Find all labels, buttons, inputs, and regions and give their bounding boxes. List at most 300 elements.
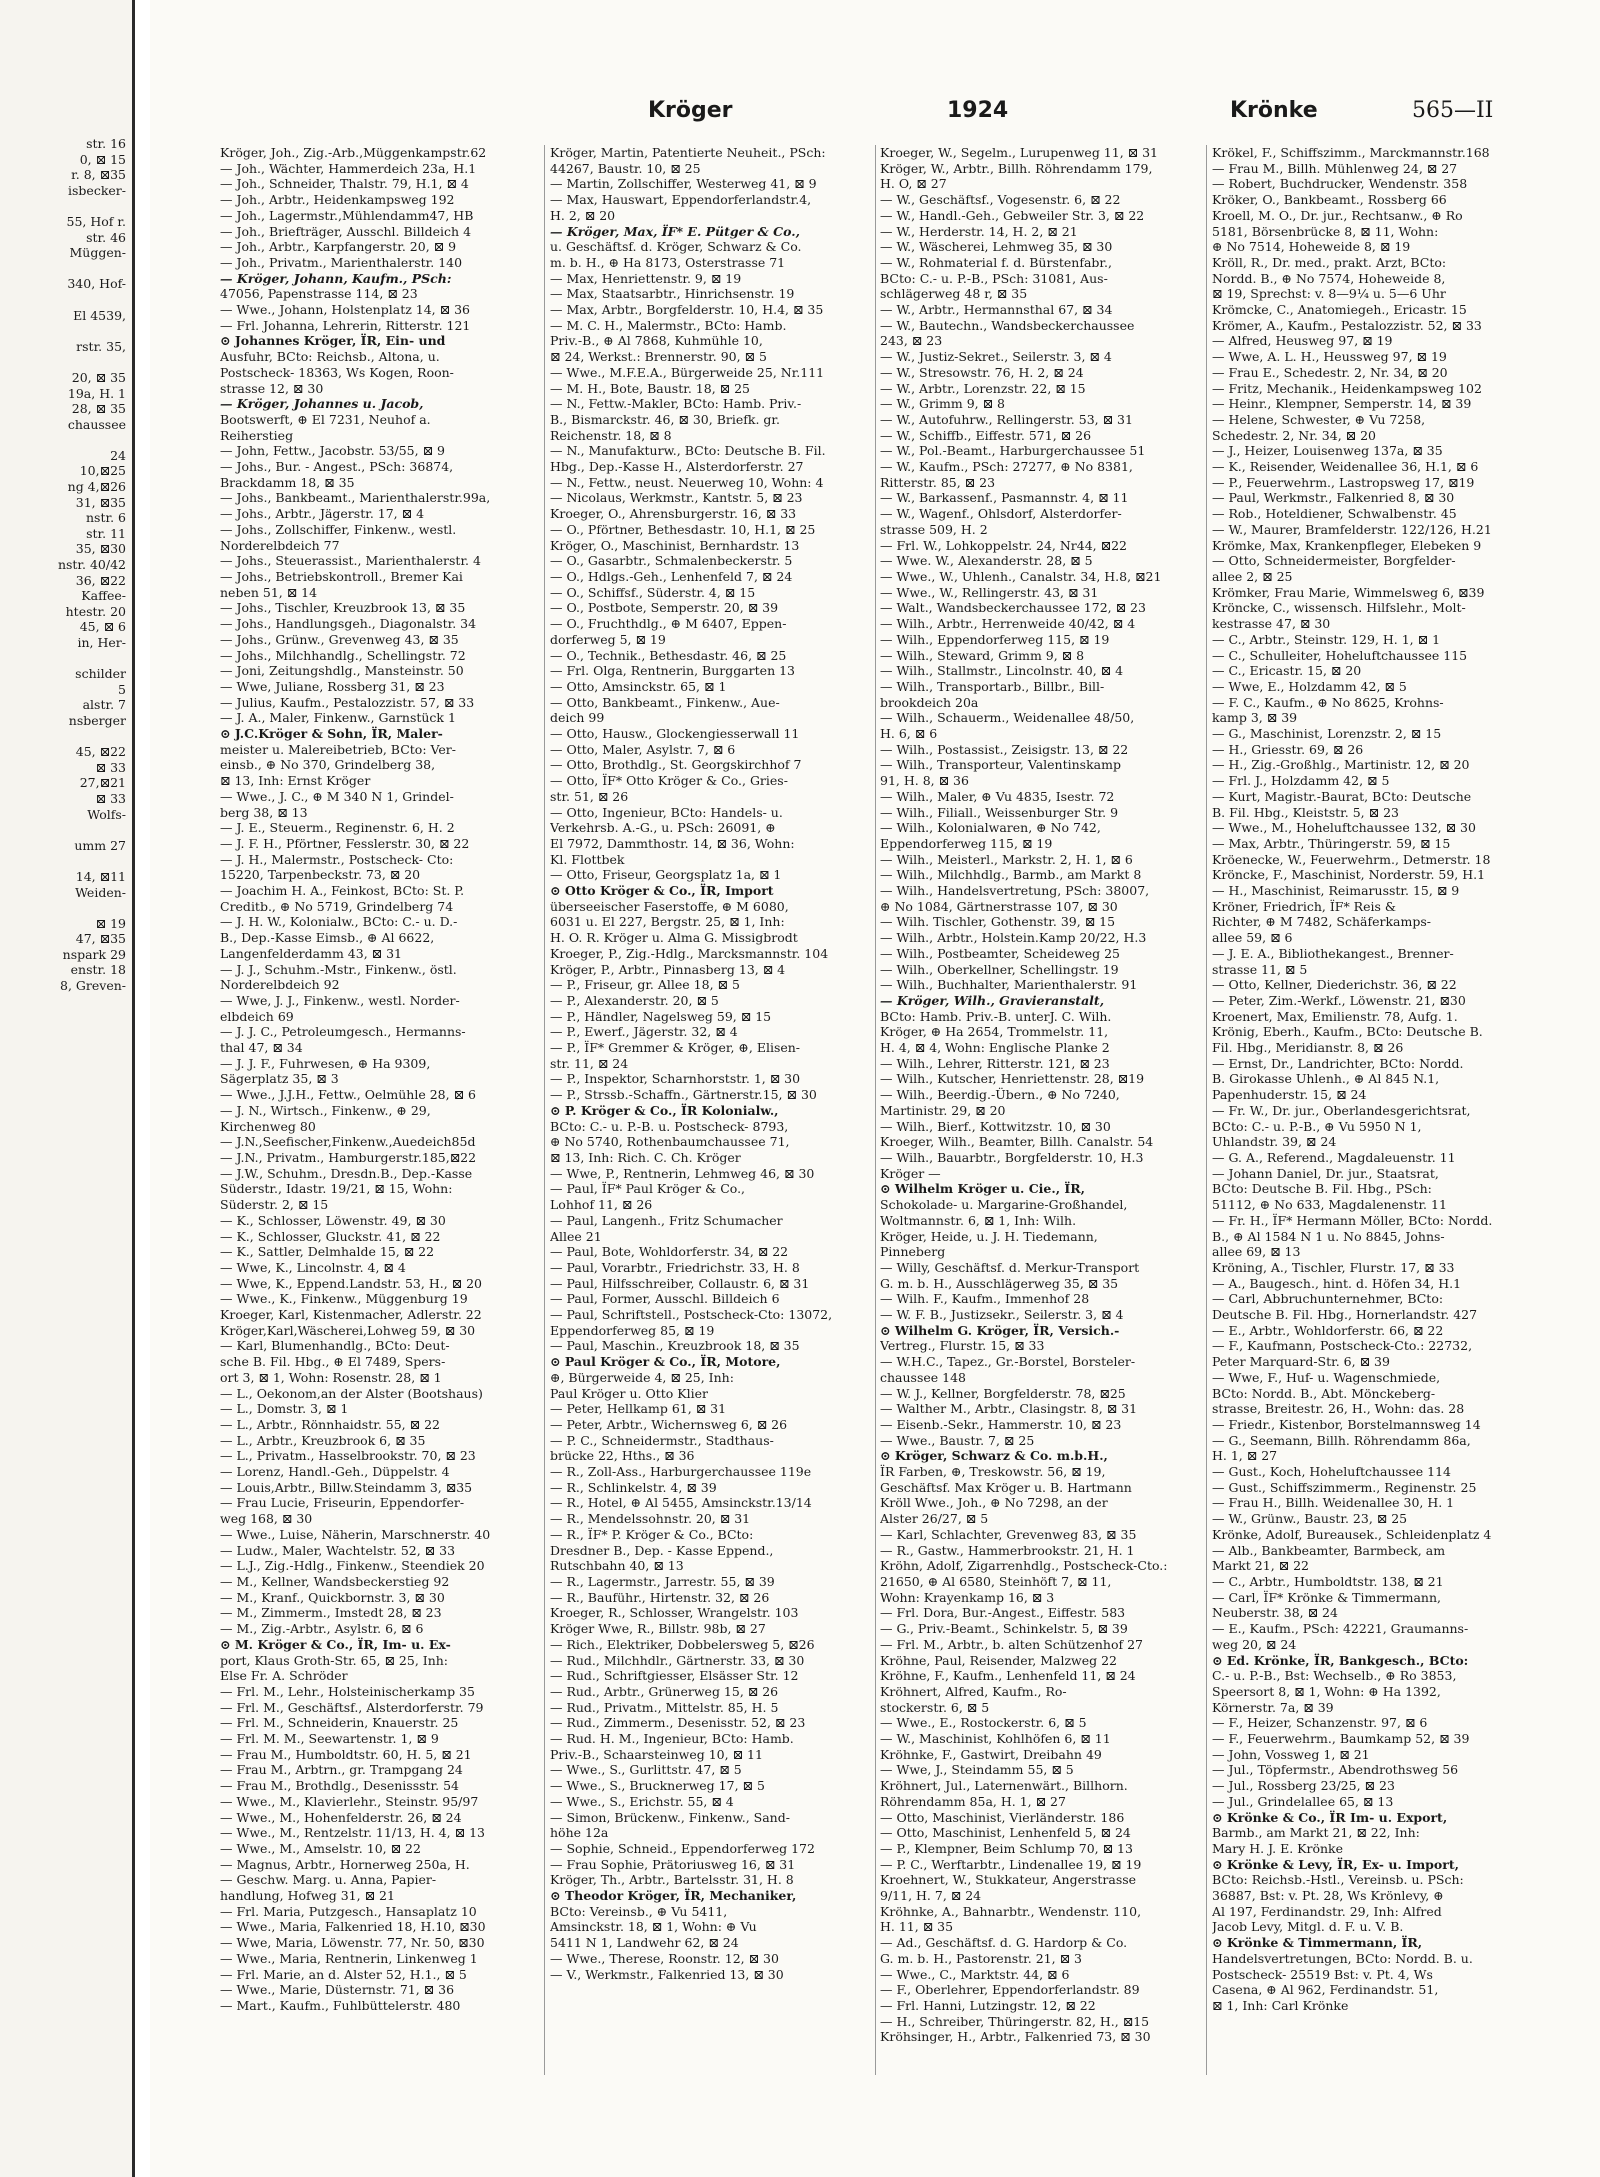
directory-entry-line: Casena, ⊕ Al 962, Ferdinandstr. 51, xyxy=(1212,1982,1439,1998)
directory-entry-line: ÏR Farben, ⊕, Treskowstr. 56, ⊠ 19, xyxy=(880,1464,1106,1480)
directory-entry-line: ⊙ Kröger, Schwarz & Co. m.b.H., xyxy=(880,1448,1108,1464)
directory-entry-line: — Joh., Lagermstr.,Mühlendamm47, HB xyxy=(220,207,474,223)
directory-entry-line: Kröhn, Adolf, Zigarrenhdlg., Postscheck-Cto.: xyxy=(880,1558,1168,1574)
directory-entry-line: dorferweg 5, ⊠ 19 xyxy=(550,631,666,647)
directory-entry-line: — Ad., Geschäftsf. d. G. Hardorp & Co. xyxy=(880,1935,1128,1951)
directory-entry-line: — Joni, Zeitungshdlg., Mansteinstr. 50 xyxy=(220,663,464,679)
directory-entry-line: Kröhne, Paul, Reisender, Malzweg 22 xyxy=(880,1652,1118,1668)
directory-entry-line: allee 69, ⊠ 13 xyxy=(1212,1244,1301,1260)
previous-page-line xyxy=(0,822,132,838)
directory-entry-line: — Joh., Briefträger, Ausschl. Billdeich 4 xyxy=(220,223,472,239)
directory-entry-line: — H., Maschinist, Reimarusstr. 15, ⊠ 9 xyxy=(1212,883,1460,899)
directory-entry-line: — Johs., Betriebskontroll., Bremer Kai xyxy=(220,568,463,584)
directory-entry-line: — K., Schlosser, Gluckstr. 41, ⊠ 22 xyxy=(220,1228,441,1244)
directory-entry-line: — W., Maschinist, Kohlhöfen 6, ⊠ 11 xyxy=(880,1731,1111,1747)
directory-entry-line: Deutsche B. Fil. Hbg., Hornerlandstr. 427 xyxy=(1212,1307,1478,1323)
directory-entry-line: — Walt., Wandsbeckerchaussee 172, ⊠ 23 xyxy=(880,600,1146,616)
directory-entry-line: — P., Strssb.-Schaffn., Gärtnerstr.15, ⊠ 30 xyxy=(550,1087,817,1103)
directory-entry-line: — Paul, ÏF* Paul Kröger & Co., xyxy=(550,1181,746,1197)
directory-entry-line: — M. C. H., Malermstr., BCto: Hamb. xyxy=(550,317,787,333)
directory-entry-line: — Frl. M., Arbtr., b. alten Schützenhof 27 xyxy=(880,1636,1143,1652)
header-last-entry: Krönke xyxy=(1230,98,1318,123)
directory-entry-line: — Wwe, Maria, Löwenstr. 77, Nr. 50, ⊠30 xyxy=(220,1935,485,1951)
directory-entry-line: Krönig, Eberh., Kaufm., BCto: Deutsche B. xyxy=(1212,1024,1483,1040)
directory-entry-line: ⊠ 19, Sprechst: v. 8—9¼ u. 5—6 Uhr xyxy=(1212,286,1446,302)
directory-entry-line: BCto: Nordd. B., Abt. Mönckeberg- xyxy=(1212,1385,1436,1401)
directory-entry-line: Kröger, ⊕ Ha 2654, Trommelstr. 11, xyxy=(880,1024,1109,1040)
directory-entry-line: Paul Kröger u. Otto Klier xyxy=(550,1385,709,1401)
directory-entry-line: — John, Fettw., Jacobstr. 53/55, ⊠ 9 xyxy=(220,443,445,459)
directory-entry-line: — W., Grünw., Baustr. 23, ⊠ 25 xyxy=(1212,1511,1408,1527)
directory-entry-line: 44267, Baustr. 10, ⊠ 25 xyxy=(550,160,701,176)
previous-page-edge xyxy=(0,0,135,2177)
directory-entry-line: ⊙ Wilhelm G. Kröger, ÏR, Versich.- xyxy=(880,1322,1120,1338)
directory-entry-line: — Julius, Kaufm., Pestalozzistr. 57, ⊠ 33 xyxy=(220,694,475,710)
previous-page-line: str. 16 xyxy=(86,136,126,151)
directory-entry-line: — Frl. M. M., Seewartenstr. 1, ⊠ 9 xyxy=(220,1731,439,1747)
page-number: 565—II xyxy=(1412,98,1494,123)
previous-page-line: ⊠ 33 xyxy=(95,790,126,806)
directory-entry-line: ⊠ 24, Werkst.: Brennerstr. 90, ⊠ 5 xyxy=(550,349,767,365)
directory-entry-line: Kröger, Martin, Patentierte Neuheit., PSch: xyxy=(550,145,826,160)
directory-entry-line: — H., Griesstr. 69, ⊠ 26 xyxy=(1212,741,1364,757)
previous-page-line: 8, Greven- xyxy=(60,978,126,994)
previous-page-line: 5 xyxy=(118,681,126,697)
directory-entry-line: H. O. R. Kröger u. Alma G. Missigbrodt xyxy=(550,930,798,946)
directory-entry-line: — L., Privatm., Hasselbrookstr. 70, ⊠ 23 xyxy=(220,1448,476,1464)
directory-entry-line: Kröll Wwe., Joh., ⊕ No 7298, an der xyxy=(880,1495,1108,1511)
directory-entry-line: — W., Barkassenf., Pasmannstr. 4, ⊠ 11 xyxy=(880,490,1129,506)
directory-entry-line: — Wilh., Bierf., Kottwitzstr. 10, ⊠ 30 xyxy=(880,1118,1111,1134)
directory-entry-line: — M. H., Bote, Baustr. 18, ⊠ 25 xyxy=(550,380,750,396)
directory-entry-line: — Wwe., J.J.H., Fettw., Oelmühle 28, ⊠ 6 xyxy=(220,1087,476,1103)
directory-entry-line: — R., ÏF* P. Kröger & Co., BCto: xyxy=(550,1526,754,1542)
directory-entry-line: — Frau M., Billh. Mühlenweg 24, ⊠ 27 xyxy=(1212,160,1458,176)
directory-entry-line: — C., Schulleiter, Hoheluftchaussee 115 xyxy=(1212,647,1468,663)
directory-entry-line: — Rud., Schriftgiesser, Elsässer Str. 12 xyxy=(550,1668,799,1684)
directory-entry-line: — Wwe., E., Rostockerstr. 6, ⊠ 5 xyxy=(880,1715,1087,1731)
directory-entry-line: Röhrendamm 85a, H. 1, ⊠ 27 xyxy=(880,1793,1066,1809)
directory-entry-line: — Wwe., S., Gurlittstr. 47, ⊠ 5 xyxy=(550,1762,742,1778)
directory-entry-line: — N., Manufakturw., BCto: Deutsche B. Fil. xyxy=(550,443,826,459)
directory-entry-line: — W., Bautechn., Wandsbeckerchaussee xyxy=(880,317,1135,333)
directory-entry-line: — R., Mendelssohnstr. 20, ⊠ 31 xyxy=(550,1511,751,1527)
directory-entry-line: ⊙ Otto Kröger & Co., ÏR, Import xyxy=(550,883,774,899)
directory-entry-line: — Wilh., Kutscher, Henriettenstr. 28, ⊠19 xyxy=(880,1071,1145,1087)
directory-entry-line: ⊕ No 7514, Hoheweide 8, ⊠ 19 xyxy=(1212,239,1411,255)
directory-entry-line: allee 2, ⊠ 25 xyxy=(1212,568,1293,584)
directory-entry-line: — Frl. M., Schneiderin, Knauerstr. 25 xyxy=(220,1715,459,1731)
column-divider xyxy=(1206,145,1207,2075)
directory-entry-line: Süderstr., Idastr. 19/21, ⊠ 15, Wohn: xyxy=(220,1181,453,1197)
directory-entry-line: Allee 21 xyxy=(550,1228,602,1244)
directory-entry-line: — Lorenz, Handl.-Geh., Düppelstr. 4 xyxy=(220,1464,450,1480)
directory-entry-line: — P., Friseur, gr. Allee 18, ⊠ 5 xyxy=(550,977,740,993)
directory-entry-line: — O., Fruchthdlg., ⊕ M 6407, Eppen- xyxy=(550,616,787,632)
directory-entry-line: — Jul., Grindelallee 65, ⊠ 13 xyxy=(1212,1793,1394,1809)
directory-entry-line: Kröncke, F., Maschinist, Norderstr. 59, H.1 xyxy=(1212,867,1486,883)
directory-entry-line: H. 6, ⊠ 6 xyxy=(880,726,938,742)
directory-entry-line: — Eisenb.-Sekr., Hammerstr. 10, ⊠ 23 xyxy=(880,1416,1122,1432)
header-year: 1924 xyxy=(947,98,1009,123)
directory-entry-line: — Wilh., Oberkellner, Schellingstr. 19 xyxy=(880,961,1119,977)
directory-entry-line: — O., Gasarbtr., Schmalenbeckerstr. 5 xyxy=(550,553,793,569)
directory-entry-line: — H., Schreiber, Thüringerstr. 82, H., ⊠15 xyxy=(880,2013,1150,2029)
directory-entry-line: berg 38, ⊠ 13 xyxy=(220,804,308,820)
directory-entry-line: Creditb., ⊕ No 5719, Grindelberg 74 xyxy=(220,898,454,914)
directory-entry-line: — Johs., Zollschiffer, Finkenw., westl. xyxy=(220,521,457,537)
directory-entry-line: — M., Kellner, Wandsbeckerstieg 92 xyxy=(220,1573,450,1589)
previous-page-line: Weiden- xyxy=(75,884,126,900)
previous-page-line: str. 46 xyxy=(86,229,126,245)
directory-entry-line: Kröhnke, F., Gastwirt, Dreibahn 49 xyxy=(880,1746,1102,1762)
directory-entry-line: — Wilh., Schauerm., Weidenallee 48/50, xyxy=(880,710,1135,726)
directory-entry-line: — Paul, Werkmstr., Falkenried 8, ⊠ 30 xyxy=(1212,490,1455,506)
directory-entry-line: — Fr. W., Dr. jur., Oberlandesgerichtsrat, xyxy=(1212,1102,1471,1118)
directory-entry-line: Norderelbdeich 77 xyxy=(220,537,340,553)
directory-entry-line: — Helene, Schwester, ⊕ Vu 7258, xyxy=(1212,411,1426,427)
directory-entry-line: El 7972, Dammthostr. 14, ⊠ 36, Wohn: xyxy=(550,835,795,851)
directory-entry-line: — C., Arbtr., Steinstr. 129, H. 1, ⊠ 1 xyxy=(1212,631,1441,647)
directory-entry-line: — O., Hdlgs.-Geh., Lenhenfeld 7, ⊠ 24 xyxy=(550,568,793,584)
directory-entry-line: — Frl. Olga, Rentnerin, Burggarten 13 xyxy=(550,663,796,679)
directory-entry-line: — Wwe., M., Hohenfelderstr. 26, ⊠ 24 xyxy=(220,1809,462,1825)
directory-entry-line: — Wilh., Filiall., Weissenburger Str. 9 xyxy=(880,804,1119,820)
previous-page-line: 45, ⊠22 xyxy=(75,744,126,760)
directory-entry-line: — J., Heizer, Louisenweg 137a, ⊠ 35 xyxy=(1212,443,1443,459)
directory-entry-line: — Peter, Arbtr., Wichernsweg 6, ⊠ 26 xyxy=(550,1416,788,1432)
column-2 xyxy=(550,145,868,1982)
directory-entry-line: Kröger,Karl,Wäscherei,Lohweg 59, ⊠ 30 xyxy=(220,1322,476,1338)
directory-entry-line: ⊙ Krönke & Timmermann, ÏR, xyxy=(1212,1935,1423,1951)
directory-entry-line: — Frl. M., Lehr., Holsteinischerkamp 35 xyxy=(220,1683,475,1699)
directory-entry-line: C.- u. P.-B., Bst: Wechselb., ⊕ Ro 3853, xyxy=(1212,1668,1457,1684)
directory-entry-line: Geschäftsf. Max Kröger u. B. Hartmann xyxy=(880,1479,1132,1495)
directory-entry-line: Wohn: Krayenkamp 16, ⊠ 3 xyxy=(880,1589,1055,1605)
previous-page-line: 24 xyxy=(110,447,126,463)
directory-entry-line: — J. F. H., Pförtner, Fesslerstr. 30, ⊠ 22 xyxy=(220,835,470,851)
directory-entry-line: — F., Oberlehrer, Eppendorferlandstr. 89 xyxy=(880,1982,1140,1998)
previous-page-line xyxy=(0,853,132,869)
directory-entry-line: — Joh., Wächter, Hammerdeich 23a, H.1 xyxy=(220,160,477,176)
directory-entry-line: — Wilh., Lehrer, Ritterstr. 121, ⊠ 23 xyxy=(880,1055,1110,1071)
directory-entry-line: Lohhof 11, ⊠ 26 xyxy=(550,1197,653,1213)
directory-entry-line: H. 1, ⊠ 27 xyxy=(1212,1448,1278,1464)
previous-page-line: alstr. 7 xyxy=(82,697,126,713)
previous-page-line xyxy=(0,261,132,277)
directory-entry-line: — Max, Arbtr., Thüringerstr. 59, ⊠ 15 xyxy=(1212,835,1451,851)
directory-entry-line: Brackdamm 18, ⊠ 35 xyxy=(220,474,355,490)
directory-entry-line: — F., Heizer, Schanzenstr. 97, ⊠ 6 xyxy=(1212,1715,1428,1731)
directory-entry-line: — Wilh., Postbeamter, Scheideweg 25 xyxy=(880,945,1120,961)
directory-entry-line: — J. H. W., Kolonialw., BCto: C.- u. D.- xyxy=(220,914,458,930)
directory-entry-line: Hbg., Dep.-Kasse H., Alsterdorferstr. 27 xyxy=(550,459,804,475)
directory-entry-line: — Otto, Brothdlg., St. Georgskirchhof 7 xyxy=(550,757,802,773)
directory-entry-line: — Wilh., Steward, Grimm 9, ⊠ 8 xyxy=(880,647,1085,663)
directory-entry-line: Kröger, O., Maschinist, Bernhardstr. 13 xyxy=(550,537,800,553)
directory-entry-line: Kröger, Th., Arbtr., Bartelsstr. 31, H. 8 xyxy=(550,1872,794,1888)
directory-entry-line: 91, H. 8, ⊠ 36 xyxy=(880,773,969,789)
directory-entry-line: — Wwe., Maria, Rentnerin, Linkenweg 1 xyxy=(220,1950,478,1966)
directory-entry-line: — Wwe, K., Eppend.Landstr. 53, H., ⊠ 20 xyxy=(220,1275,482,1291)
directory-entry-line: — W., Kaufm., PSch: 27277, ⊕ No 8381, xyxy=(880,459,1133,475)
directory-entry-line: — Kröger, Wilh., Gravieranstalt, xyxy=(880,992,1105,1008)
directory-entry-line: BCto: Vereinsb., ⊕ Vu 5411, xyxy=(550,1903,728,1919)
directory-entry-line: — Nicolaus, Werkmstr., Kantstr. 5, ⊠ 23 xyxy=(550,490,803,506)
directory-entry-line: — Rud., Arbtr., Grünerweg 15, ⊠ 26 xyxy=(550,1683,779,1699)
directory-entry-line: — W., Wagenf., Ohlsdorf, Alsterdorfer- xyxy=(880,506,1122,522)
directory-entry-line: — Wilh., Milchhdlg., Barmb., am Markt 8 xyxy=(880,867,1142,883)
directory-entry-line: — Geschw. Marg. u. Anna, Papier- xyxy=(220,1872,437,1888)
directory-entry-line: 6031 u. El 227, Bergstr. 25, ⊠ 1, Inh: xyxy=(550,914,785,930)
directory-entry-line: — Johs., Bur. - Angest., PSch: 36874, xyxy=(220,459,454,475)
directory-entry-line: G. m. b. H., Pastorenstr. 21, ⊠ 3 xyxy=(880,1950,1082,1966)
directory-entry-line: Kröll, R., Dr. med., prakt. Arzt, BCto: xyxy=(1212,254,1447,270)
directory-entry-line: Martinistr. 29, ⊠ 20 xyxy=(880,1102,1006,1118)
directory-entry-line: — Wilh., Arbtr., Holstein.Kamp 20/22, H.3 xyxy=(880,930,1147,946)
directory-entry-line: Neuberstr. 38, ⊠ 24 xyxy=(1212,1605,1338,1621)
previous-page-line: r. 8, ⊠35 xyxy=(71,167,126,183)
directory-entry-line: — Max, Arbtr., Borgfelderstr. 10, H.4, ⊠ 35 xyxy=(550,302,824,318)
previous-page-line xyxy=(0,900,132,916)
directory-entry-line: Handelsvertretungen, BCto: Nordd. B. u. xyxy=(1212,1950,1473,1966)
directory-entry-line: — Magnus, Arbtr., Hornerweg 250a, H. xyxy=(220,1856,470,1872)
directory-entry-line: 9/11, H. 7, ⊠ 24 xyxy=(880,1888,982,1904)
previous-page-line: 0, ⊠ 15 xyxy=(79,151,126,167)
directory-entry-line: — John, Vossweg 1, ⊠ 21 xyxy=(1212,1746,1370,1762)
directory-entry-line: — L., Arbtr., Rönnhaidstr. 55, ⊠ 22 xyxy=(220,1416,440,1432)
directory-entry-line: — V., Werkmstr., Falkenried 13, ⊠ 30 xyxy=(550,1966,784,1982)
directory-entry-line: — Wilh. Tischler, Gothenstr. 39, ⊠ 15 xyxy=(880,914,1116,930)
directory-entry-line: BCto: Hamb. Priv.-B. unterJ. C. Wilh. xyxy=(880,1008,1112,1024)
directory-entry-line: Körnerstr. 7a, ⊠ 39 xyxy=(1212,1699,1334,1715)
directory-entry-line: BCto: C.- u. P.-B. u. Postscheck- 8793, xyxy=(550,1118,789,1134)
directory-entry-line: — L.J., Zig.-Hdlg., Finkenw., Steendiek 20 xyxy=(220,1558,485,1574)
directory-entry-line: — Wwe., Maria, Falkenried 18, H.10, ⊠30 xyxy=(220,1919,486,1935)
directory-entry-line: — Otto, ÏF* Otto Kröger & Co., Gries- xyxy=(550,773,788,789)
directory-entry-line: — Joh., Privatm., Marienthalerstr. 140 xyxy=(220,254,463,270)
directory-entry-line: ⊕, Bürgerweide 4, ⊠ 25, Inh: xyxy=(550,1369,734,1385)
directory-entry-line: — G., Priv.-Beamt., Schinkelstr. 5, ⊠ 39 xyxy=(880,1621,1128,1637)
directory-entry-line: — Louis,Arbtr., Billw.Steindamm 3, ⊠35 xyxy=(220,1479,473,1495)
directory-entry-line: ⊙ M. Kröger & Co., ÏR, Im- u. Ex- xyxy=(220,1636,451,1652)
directory-entry-line: — Ernst, Dr., Landrichter, BCto: Nordd. xyxy=(1212,1055,1464,1071)
directory-entry-line: — Joachim H. A., Feinkost, BCto: St. P. xyxy=(220,883,465,899)
directory-entry-line: deich 99 xyxy=(550,710,605,726)
directory-page xyxy=(150,0,1600,2177)
directory-entry-line: — Otto, Amsinckstr. 65, ⊠ 1 xyxy=(550,678,727,694)
previous-page-line xyxy=(0,729,132,745)
directory-entry-line: — W., Arbtr., Lorenzstr. 22, ⊠ 15 xyxy=(880,380,1086,396)
previous-page-line: 45, ⊠ 6 xyxy=(79,619,126,635)
directory-entry-line: — K., Sattler, Delmhalde 15, ⊠ 22 xyxy=(220,1244,435,1260)
directory-entry-line: — Paul, Maschin., Kreuzbrook 18, ⊠ 35 xyxy=(550,1338,800,1354)
directory-entry-line: — Rud., Zimmerm., Desenisstr. 52, ⊠ 23 xyxy=(550,1715,806,1731)
directory-entry-line: — Frl. Maria, Putzgesch., Hansaplatz 10 xyxy=(220,1903,477,1919)
directory-entry-line: — Paul, Schriftstell., Postscheck-Cto: 13072, xyxy=(550,1307,833,1323)
directory-entry-line: Norderelbdeich 92 xyxy=(220,977,340,993)
directory-entry-line: Vertreg., Flurstr. 15, ⊠ 33 xyxy=(880,1338,1045,1354)
directory-entry-line: — J. J., Schuhm.-Mstr., Finkenw., östl. xyxy=(220,961,457,977)
directory-entry-line: — P., Alexanderstr. 20, ⊠ 5 xyxy=(550,992,719,1008)
column-divider xyxy=(875,145,876,2075)
directory-entry-line: — Alfred, Heusweg 97, ⊠ 19 xyxy=(1212,333,1393,349)
directory-entry-line: — Karl, Schlachter, Grevenweg 83, ⊠ 35 xyxy=(880,1526,1137,1542)
directory-entry-line: — Wwe., Johann, Holstenplatz 14, ⊠ 36 xyxy=(220,302,470,318)
directory-entry-line: Peter Marquard-Str. 6, ⊠ 39 xyxy=(1212,1354,1390,1370)
directory-entry-line: B., Dep.-Kasse Eimsb., ⊕ Al 6622, xyxy=(220,930,435,946)
directory-entry-line: — W., Grimm 9, ⊠ 8 xyxy=(880,396,1005,412)
directory-entry-line: G. m. b. H., Ausschlägerweg 35, ⊠ 35 xyxy=(880,1275,1119,1291)
directory-entry-line: Fil. Hbg., Meridianstr. 8, ⊠ 26 xyxy=(1212,1040,1404,1056)
directory-entry-line: — W., Justiz-Sekret., Seilerstr. 3, ⊠ 4 xyxy=(880,349,1112,365)
directory-entry-line: weg 168, ⊠ 30 xyxy=(220,1511,313,1527)
directory-entry-line: BCto: Deutsche B. Fil. Hbg., PSch: xyxy=(1212,1181,1432,1197)
previous-page-line: 36, ⊠22 xyxy=(75,572,126,588)
directory-entry-line: — Wwe, J., Steindamm 55, ⊠ 5 xyxy=(880,1762,1074,1778)
directory-entry-line: Pinneberg xyxy=(880,1244,946,1260)
directory-entry-line: Uhlandstr. 39, ⊠ 24 xyxy=(1212,1134,1337,1150)
directory-entry-line: — Frl. J., Holzdamm 42, ⊠ 5 xyxy=(1212,773,1390,789)
directory-entry-line: Rutschbahn 40, ⊠ 13 xyxy=(550,1558,684,1574)
directory-entry-line: Speersort 8, ⊠ 1, Wohn: ⊕ Ha 1392, xyxy=(1212,1683,1441,1699)
directory-entry-line: — J.N.,Seefischer,Finkenw.,Auedeich85d xyxy=(220,1134,476,1150)
directory-entry-line: 47056, Papenstrasse 114, ⊠ 23 xyxy=(220,286,418,302)
directory-entry-line: Kroeger, Wilh., Beamter, Billh. Canalstr. 54 xyxy=(880,1134,1154,1150)
directory-entry-line: — Kröger, Johann, Kaufm., PSch: xyxy=(220,270,452,286)
directory-entry-line: — L., Domstr. 3, ⊠ 1 xyxy=(220,1401,349,1417)
directory-entry-line: — G. A., Referend., Magdaleuenstr. 11 xyxy=(1212,1150,1456,1165)
directory-entry-line: — J. J. F., Fuhrwesen, ⊕ Ha 9309, xyxy=(220,1055,431,1071)
directory-entry-line: — M., Kranf., Quickbornstr. 3, ⊠ 30 xyxy=(220,1589,445,1605)
directory-entry-line: 243, ⊠ 23 xyxy=(880,333,943,349)
directory-entry-line: — Wwe., M., Hoheluftchaussee 132, ⊠ 30 xyxy=(1212,820,1476,836)
previous-page-line: 28, ⊠ 35 xyxy=(71,401,126,417)
directory-entry-line: — W., Schiffb., Eiffestr. 571, ⊠ 26 xyxy=(880,427,1092,443)
directory-entry-line: — R., Schlinkelstr. 4, ⊠ 39 xyxy=(550,1479,717,1495)
directory-entry-line: allee 59, ⊠ 6 xyxy=(1212,930,1293,946)
directory-entry-line: strasse 509, H. 2 xyxy=(880,521,988,537)
directory-entry-line: Krönke, Adolf, Bureausek., Schleidenplatz 4 xyxy=(1212,1526,1492,1542)
directory-entry-line: — Wwe, P., Rentnerin, Lehmweg 46, ⊠ 30 xyxy=(550,1165,815,1181)
directory-entry-line: — Wwe., J. C., ⊕ M 340 N 1, Grindel- xyxy=(220,788,454,804)
directory-entry-line: Kröger, P., Arbtr., Pinnasberg 13, ⊠ 4 xyxy=(550,961,786,977)
directory-entry-line: — Wwe. W., Alexanderstr. 28, ⊠ 5 xyxy=(880,553,1093,569)
directory-entry-line: B., Bismarckstr. 46, ⊠ 30, Briefk. gr. xyxy=(550,411,780,427)
directory-entry-line: — Wwe, F., Huf- u. Wagenschmiede, xyxy=(1212,1369,1441,1385)
directory-entry-line: — Otto, Bankbeamt., Finkenw., Aue- xyxy=(550,694,780,710)
directory-entry-line: — Rud., Milchhdlr., Gärtnerstr. 33, ⊠ 30 xyxy=(550,1652,805,1668)
directory-entry-line: strasse, Breitestr. 26, H., Wohn: das. 28 xyxy=(1212,1401,1465,1417)
directory-entry-line: 15220, Tarpenbeckstr. 73, ⊠ 20 xyxy=(220,867,421,883)
previous-page-line: 14, ⊠11 xyxy=(75,868,126,884)
directory-entry-line: — Wwe, K., Lincolnstr. 4, ⊠ 4 xyxy=(220,1259,406,1275)
directory-entry-line: Amsinckstr. 18, ⊠ 1, Wohn: ⊕ Vu xyxy=(550,1919,757,1935)
directory-entry-line: — R., Lagermstr., Jarrestr. 55, ⊠ 39 xyxy=(550,1573,775,1589)
directory-entry-line: Else Fr. A. Schröder xyxy=(220,1668,348,1684)
previous-page-line: 35, ⊠30 xyxy=(75,541,126,557)
directory-entry-line: H. 11, ⊠ 35 xyxy=(880,1919,954,1935)
directory-entry-line: — Johs., Tischler, Kreuzbrook 13, ⊠ 35 xyxy=(220,600,466,616)
directory-entry-line: u. Geschäftsf. d. Kröger, Schwarz & Co. xyxy=(550,239,802,255)
directory-entry-line: — Max, Staatsarbtr., Hinrichsenstr. 19 xyxy=(550,286,795,302)
directory-entry-line: — Frl. M., Geschäftsf., Alsterdorferstr. 79 xyxy=(220,1699,484,1715)
directory-entry-line: Schokolade- u. Margarine-Großhandel, xyxy=(880,1197,1128,1213)
directory-entry-line: H. O, ⊠ 27 xyxy=(880,176,947,192)
directory-entry-line: Kröger Wwe, R., Billstr. 98b, ⊠ 27 xyxy=(550,1621,766,1637)
directory-entry-line: Kl. Flottbek xyxy=(550,851,625,867)
previous-page-line: str. 11 xyxy=(86,525,126,541)
directory-entry-line: — J.N., Privatm., Hamburgerstr.185,⊠22 xyxy=(220,1150,477,1165)
directory-entry-line: — Wwe., Therese, Roonstr. 12, ⊠ 30 xyxy=(550,1950,779,1966)
directory-entry-line: — Frau Lucie, Friseurin, Eppendorfer- xyxy=(220,1495,465,1511)
directory-entry-line: — Jul., Töpfermstr., Abendrothsweg 56 xyxy=(1212,1762,1459,1778)
directory-entry-line: Nordd. B., ⊕ No 7574, Hoheweide 8, xyxy=(1212,270,1446,286)
directory-entry-line: str. 11, ⊠ 24 xyxy=(550,1055,629,1071)
directory-entry-line: — Heinr., Klempner, Semperstr. 14, ⊠ 39 xyxy=(1212,396,1472,412)
directory-entry-line: Kröenecke, W., Feuerwehrm., Detmerstr. 18 xyxy=(1212,851,1491,867)
directory-entry-line: — Wwe, A. L. H., Heussweg 97, ⊠ 19 xyxy=(1212,349,1447,365)
directory-entry-line: — Wilh., Transporteur, Valentinskamp xyxy=(880,757,1121,773)
directory-entry-line: Krömer, A., Kaufm., Pestalozzistr. 52, ⊠ 33 xyxy=(1212,317,1482,333)
directory-entry-line: sche B. Fil. Hbg., ⊕ El 7489, Spers- xyxy=(220,1354,446,1370)
previous-page-line xyxy=(0,432,132,448)
directory-entry-line: — Rich., Elektriker, Dobbelersweg 5, ⊠26 xyxy=(550,1636,815,1652)
directory-entry-line: — Max, Henriettenstr. 9, ⊠ 19 xyxy=(550,270,742,286)
directory-entry-line: — Wwe., Luise, Näherin, Marschnerstr. 40 xyxy=(220,1526,491,1542)
directory-entry-line: — Wwe, E., Holzdamm 42, ⊠ 5 xyxy=(1212,678,1407,694)
directory-entry-line: ⊙ Ed. Krönke, ÏR, Bankgesch., BCto: xyxy=(1212,1652,1469,1668)
directory-entry-line: str. 51, ⊠ 26 xyxy=(550,788,629,804)
directory-entry-line: — Peter, Zim.-Werkf., Löwenstr. 21, ⊠30 xyxy=(1212,992,1466,1008)
directory-entry-line: — Rud. H. M., Ingenieur, BCto: Hamb. xyxy=(550,1731,794,1747)
directory-entry-line: Mary H. J. E. Krönke xyxy=(1212,1840,1344,1856)
directory-entry-line: — R., Zoll-Ass., Harburgerchaussee 119e xyxy=(550,1464,812,1480)
directory-entry-line: — F., Feuerwehrm., Baumkamp 52, ⊠ 39 xyxy=(1212,1731,1470,1747)
directory-entry-line: — J. E., Steuerm., Reginenstr. 6, H. 2 xyxy=(220,820,455,836)
directory-entry-line: — Wilh., Postassist., Zeisigstr. 13, ⊠ 22 xyxy=(880,741,1129,757)
directory-entry-line: — Wilh., Buchhalter, Marienthalerstr. 91 xyxy=(880,977,1138,993)
directory-entry-line: — Mart., Kaufm., Fuhlbüttelerstr. 480 xyxy=(220,1997,461,2013)
previous-page-line: ⊠ 33 xyxy=(95,759,126,775)
directory-entry-line: — O., Schiffsf., Süderstr. 4, ⊠ 15 xyxy=(550,584,756,600)
directory-entry-line: — Peter, Hellkamp 61, ⊠ 31 xyxy=(550,1401,727,1417)
directory-entry-line: — Johs., Bankbeamt., Marienthalerstr.99a, xyxy=(220,490,491,506)
directory-entry-line: Eppendorferweg 85, ⊠ 19 xyxy=(550,1322,715,1338)
directory-entry-line: — J. E. A., Bibliothekangest., Brenner- xyxy=(1212,945,1454,961)
previous-page-line: schilder xyxy=(75,666,126,682)
directory-entry-line: ⊙ Paul Kröger & Co., ÏR, Motore, xyxy=(550,1354,781,1370)
directory-entry-line: ⊠ 13, Inh: Rich. C. Ch. Kröger xyxy=(550,1150,741,1165)
directory-entry-line: Kröhnert, Jul., Laternenwärt., Billhorn. xyxy=(880,1778,1128,1794)
column-divider xyxy=(544,145,545,2075)
directory-entry-line: höhe 12a xyxy=(550,1825,609,1841)
directory-entry-line: — Frl. Dora, Bur.-Angest., Eiffestr. 583 xyxy=(880,1605,1126,1621)
directory-entry-line: — J. N., Wirtsch., Finkenw., ⊕ 29, xyxy=(220,1102,431,1118)
directory-entry-line: BCto: C.- u. P.-B., PSch: 31081, Aus- xyxy=(880,270,1108,286)
directory-entry-line: Schedestr. 2, Nr. 34, ⊠ 20 xyxy=(1212,427,1376,443)
directory-entry-line: — Paul, Bote, Wohldorferstr. 34, ⊠ 22 xyxy=(550,1244,789,1260)
directory-entry-line: Papenhuderstr. 15, ⊠ 24 xyxy=(1212,1087,1367,1103)
directory-entry-line: Kroeger, R., Schlosser, Wrangelstr. 103 xyxy=(550,1605,799,1621)
directory-entry-line: Kröger, Heide, u. J. H. Tiedemann, xyxy=(880,1228,1098,1244)
directory-entry-line: — Frl. W., Lohkoppelstr. 24, Nr44, ⊠22 xyxy=(880,537,1128,553)
directory-entry-line: elbdeich 69 xyxy=(220,1008,294,1024)
directory-entry-line: — Wwe., K., Finkenw., Müggenburg 19 xyxy=(220,1291,468,1307)
previous-page-line xyxy=(0,198,132,214)
previous-page-line xyxy=(0,323,132,339)
directory-entry-line: ort 3, ⊠ 1, Wohn: Rosenstr. 28, ⊠ 1 xyxy=(220,1369,442,1385)
